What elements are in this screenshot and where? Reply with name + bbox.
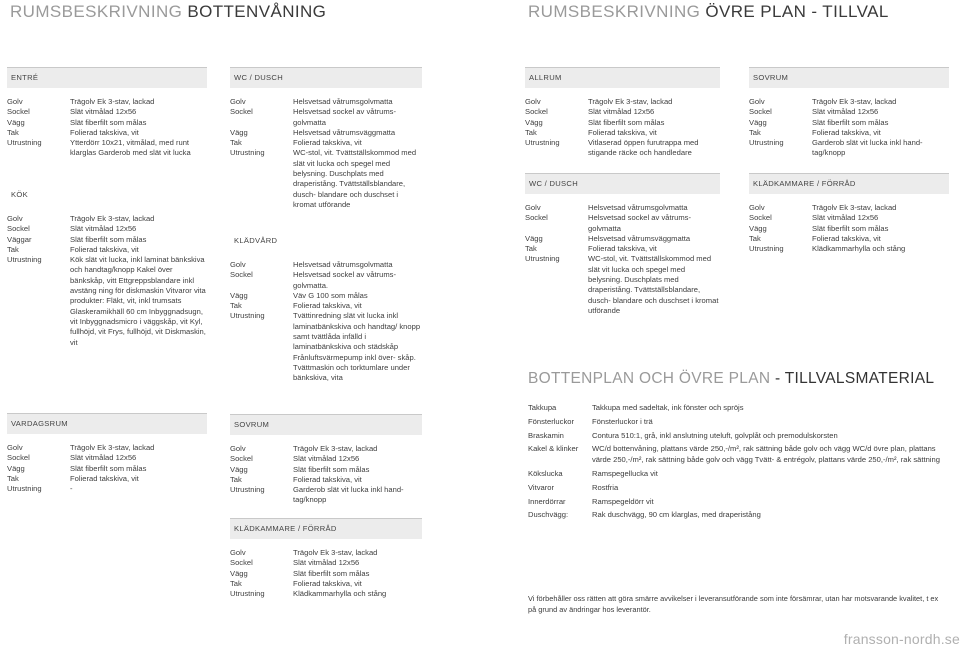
spec-row [525, 213, 720, 234]
spec-value: Slät vitmålad 12x56 [293, 454, 360, 464]
spec-label: Golv [525, 203, 541, 212]
spec-label: Vägg [230, 464, 248, 474]
room-title: KLÄDVÅRD [234, 236, 278, 245]
spec-row [230, 589, 422, 599]
column-upper-right [749, 67, 949, 254]
spec-value: Folierad takskiva, vit [70, 127, 139, 137]
spec-row [230, 291, 422, 301]
spec-row [230, 301, 422, 311]
spec-row [230, 270, 422, 291]
spec-label: Utrustning [7, 484, 42, 494]
spec-value: Slät fiberfilt som målas [812, 117, 889, 127]
spec-row [525, 234, 720, 244]
spec-row [7, 224, 207, 234]
material-value: Ramspegellucka vit [592, 468, 658, 478]
spec-row [230, 128, 422, 138]
spec-value: Trägolv Ek 3-stav, lackad [293, 548, 378, 557]
spec-value: Folierad takskiva, vit [588, 127, 657, 137]
spec-row [230, 485, 422, 506]
spec-row [749, 118, 949, 128]
spec-value: Väv G 100 som målas [293, 290, 368, 300]
room-wc-dusch-upper [525, 173, 720, 316]
spec-label: Utrustning [7, 138, 42, 148]
room-kok [7, 185, 207, 348]
spec-value: Vitlaserad öppen furutrappa med stigande räcke och handledare [588, 138, 699, 158]
spec-value: Folierad takskiva, vit [293, 578, 362, 588]
spec-label: Golv [230, 548, 246, 557]
materials-title-dark: - TILLVALSMATERIAL [770, 370, 935, 387]
spec-label: Utrustning [230, 485, 265, 495]
spec-value: Slät vitmålad 12x56 [812, 107, 879, 117]
spec-label: Golv [230, 444, 246, 453]
spec-value: Slät vitmålad 12x56 [70, 107, 137, 117]
spec-row [525, 138, 720, 159]
spec-value: Helsvetsad våtrumsväggmatta [293, 127, 396, 137]
spec-row [7, 443, 207, 453]
spec-label: Tak [749, 127, 761, 137]
spec-value: Garderob slät vit lucka inkl hand- tag/knopp [812, 138, 923, 158]
material-label: Duschvägg: [528, 510, 569, 520]
spec-row [7, 484, 207, 494]
spec-label: Tak [525, 244, 537, 254]
spec-row [230, 579, 422, 589]
spec-label: Utrustning [230, 148, 265, 158]
spec-label: Vägg [749, 223, 767, 233]
spec-label: Utrustning [7, 255, 42, 265]
materials-list [528, 403, 948, 524]
spec-label: Sockel [7, 224, 30, 234]
spec-row [749, 234, 949, 244]
room-title: WC / DUSCH [525, 173, 720, 194]
room-title: VARDAGSRUM [7, 413, 207, 434]
room-vardagsrum [7, 413, 207, 494]
material-row [528, 497, 948, 508]
column-bottom-right [230, 67, 422, 599]
spec-row [749, 128, 949, 138]
spec-row [230, 465, 422, 475]
spec-label: Golv [230, 260, 246, 269]
spec-row [230, 97, 422, 107]
material-label: Braskamin [528, 430, 564, 440]
spec-value: Helsvetsad våtrumsgolvmatta [588, 203, 688, 212]
spec-row [7, 235, 207, 245]
spec-label: Tak [749, 233, 761, 243]
spec-row [749, 107, 949, 117]
material-label: Innerdörrar [528, 496, 566, 506]
material-row [528, 444, 948, 466]
spec-value: Kök slät vit lucka, inkl laminat bänkskiva och handtag/knopp Kakel över bänkskåp, vitt Ettgreppsblandare inkl avstäng ning för diskmaskin Vitvaror vita produkter: Fläkt, vit, inkl trumsats Glaskeramikhäll 60 cm Inbyggnadsugn, vit Inbyggnadsmicro i väggskåp, vit Kyl, fullhöjd, vit Frys, fullhöjd, vit Diskmaskin, vit [70, 255, 206, 347]
spec-label: Utrustning [230, 589, 265, 599]
spec-row [230, 311, 422, 383]
spec-row [525, 128, 720, 138]
material-value: Takkupa med sadeltak, ink fönster och spröjs [592, 403, 744, 412]
spec-value: Slät fiberfilt som målas [70, 234, 147, 244]
material-value: Fönsterluckor i trä [592, 416, 653, 426]
room-kladkammare-upper [749, 173, 949, 254]
spec-value: Tvättinredning slät vit lucka inkl laminatbänkskiva och handtag/ knopp samt tvättlåda infälld i laminatbänkskiva och städskåp Frånluftsvärmepump inkl över- skåp. Tvättmaskin och torktumlare under bänkskiva, vita [293, 311, 421, 383]
column-upper-left [525, 67, 720, 315]
spec-value: Slät fiberfilt som målas [70, 117, 147, 127]
title-left-light: RUMSBESKRIVNING [10, 2, 183, 21]
room-title: KÖK [11, 190, 28, 199]
spec-label: Utrustning [525, 254, 560, 264]
spec-label: Sockel [230, 558, 253, 568]
spec-label: Sockel [230, 454, 253, 464]
spec-row [7, 474, 207, 484]
spec-value: Slät vitmålad 12x56 [70, 453, 137, 463]
spec-value: Slät fiberfilt som målas [812, 223, 889, 233]
material-value: WC/d bottenvåning, plattans värde 250,-/m², rak sättning både golv och vägg WC/d övre plan, plattans värde 250,-/m², rak sättning både golv och vägg Tvätt- & entrégolv, plattans värde 250,-/m², rak sättning [592, 444, 940, 465]
spec-value: Folierad takskiva, vit [70, 473, 139, 483]
spec-row [749, 244, 949, 254]
spec-value: Folierad takskiva, vit [812, 127, 881, 137]
room-wc-dusch [230, 67, 422, 210]
material-label: Takkupa [528, 403, 557, 412]
spec-label: Utrustning [749, 244, 784, 254]
spec-value: WC-stol, vit. Tvättställskommod med slät vit lucka och spegel med belysning. Duschplats med draperistång. Tvättställsblandare, dusch- blandare och duschset i kromat utförande [588, 254, 719, 315]
spec-row [7, 118, 207, 128]
spec-label: Golv [525, 97, 541, 106]
material-row [528, 510, 948, 521]
spec-label: Väggar [7, 234, 32, 244]
spec-value: Folierad takskiva, vit [293, 474, 362, 484]
spec-value: Folierad takskiva, vit [293, 301, 362, 311]
spec-row [525, 203, 720, 213]
spec-value: Slät fiberfilt som målas [588, 117, 665, 127]
spec-value: Folierad takskiva, vit [812, 233, 881, 243]
spec-value: Garderob slät vit lucka inkl hand- tag/knopp [293, 485, 404, 505]
spec-label: Tak [230, 578, 242, 588]
room-kladvard [230, 231, 422, 384]
spec-label: Sockel [525, 107, 548, 117]
spec-label: Tak [7, 473, 19, 483]
material-row [528, 403, 948, 414]
spec-value: Trägolv Ek 3-stav, lackad [812, 97, 897, 106]
room-title: KLÄDKAMMARE / FÖRRÅD [230, 518, 422, 539]
room-title: WC / DUSCH [230, 67, 422, 88]
spec-row [230, 148, 422, 210]
spec-row [749, 224, 949, 234]
spec-row [749, 203, 949, 213]
material-label: Kökslucka [528, 468, 563, 478]
material-value: Rostfria [592, 482, 619, 492]
spec-label: Golv [7, 214, 23, 223]
spec-row [230, 558, 422, 568]
spec-value: Trägolv Ek 3-stav, lackad [70, 97, 155, 106]
room-title: ALLRUM [525, 67, 720, 88]
spec-label: Vägg [230, 127, 248, 137]
material-row [528, 469, 948, 480]
spec-value: Ytterdörr 10x21, vitmålad, med runt klarglas Garderob med slät vit lucka [70, 138, 191, 158]
spec-row [230, 569, 422, 579]
spec-label: Golv [7, 97, 23, 106]
material-label: Kakel & klinker [528, 444, 579, 454]
spec-label: Sockel [230, 107, 253, 117]
spec-label: Sockel [7, 107, 30, 117]
title-left-dark: BOTTENVÅNING [187, 2, 327, 21]
materials-title-light: BOTTENPLAN OCH ÖVRE PLAN [528, 370, 771, 387]
spec-row [525, 118, 720, 128]
spec-label: Tak [230, 138, 242, 148]
spec-row [525, 97, 720, 107]
page-title-right [528, 2, 889, 22]
footnote: Vi förbehåller oss rätten att göra smärre avvikelser i leveransutförande som inte försämrar, utan har motsvarande kvalitet, t ex på grund av ändringar hos leverantör. [528, 594, 939, 614]
spec-label: Vägg [7, 463, 25, 473]
spec-label: Utrustning [230, 311, 265, 321]
room-kladkammare [230, 518, 422, 599]
spec-row [7, 97, 207, 107]
spec-row [7, 107, 207, 117]
spec-label: Tak [7, 244, 19, 254]
material-label: Fönsterluckor [528, 416, 575, 426]
room-title: ENTRÉ [7, 67, 207, 88]
spec-label: Sockel [749, 213, 772, 223]
spec-row [230, 138, 422, 148]
spec-row [749, 138, 949, 159]
spec-value: Helsvetsad våtrumsgolvmatta [293, 260, 393, 269]
material-value: Rak duschvägg, 90 cm klarglas, med draperistång [592, 510, 761, 520]
spec-value: Klädkammarhylla och stång [812, 244, 906, 254]
spec-value: Helsvetsad våtrumsgolvmatta [293, 97, 393, 106]
spec-label: Tak [7, 127, 19, 137]
spec-row [525, 107, 720, 117]
spec-value: Trägolv Ek 3-stav, lackad [812, 203, 897, 212]
column-bottom-left [7, 67, 207, 494]
material-value: Ramspegeldörr vit [592, 496, 654, 506]
spec-value: Helsvetsad sockel av våtrums- golvmatta [293, 107, 396, 127]
spec-value: Trägolv Ek 3-stav, lackad [70, 443, 155, 452]
spec-row [749, 213, 949, 223]
spec-row [7, 138, 207, 159]
spec-row [230, 107, 422, 128]
spec-label: Vägg [525, 117, 543, 127]
spec-label: Vägg [230, 568, 248, 578]
spec-value: Trägolv Ek 3-stav, lackad [70, 214, 155, 223]
spec-row [7, 255, 207, 348]
spec-row [7, 214, 207, 224]
spec-row [230, 475, 422, 485]
spec-label: Tak [525, 127, 537, 137]
spec-label: Utrustning [749, 138, 784, 148]
spec-value: Slät fiberfilt som målas [293, 464, 370, 474]
spec-value: Folierad takskiva, vit [293, 138, 362, 148]
spec-label: Vägg [7, 117, 25, 127]
spec-row [230, 260, 422, 270]
spec-row [7, 245, 207, 255]
material-label: Vitvaror [528, 482, 555, 492]
spec-value: WC-stol, vit. Tvättställskommod med slät vit lucka och spegel med belysning. Duschplats med draperistång. Tvättställsblandare, dusch- blandare och duschset i kromat utförande [293, 148, 417, 209]
spec-label: Golv [7, 443, 23, 452]
spec-value: Trägolv Ek 3-stav, lackad [588, 97, 673, 106]
spec-row [7, 128, 207, 138]
title-right-light: RUMSBESKRIVNING [528, 2, 701, 21]
spec-row [525, 254, 720, 316]
spec-label: Vägg [749, 117, 767, 127]
spec-label: Utrustning [525, 138, 560, 148]
spec-label: Sockel [749, 107, 772, 117]
spec-row [7, 464, 207, 474]
spec-row [230, 444, 422, 454]
spec-value: Slät vitmålad 12x56 [70, 224, 137, 234]
spec-label: Tak [230, 301, 242, 311]
spec-row [749, 97, 949, 107]
spec-value: Slät vitmålad 12x56 [588, 107, 655, 117]
spec-label: Golv [749, 97, 765, 106]
spec-label: Sockel [525, 213, 548, 223]
spec-label: Sockel [7, 453, 30, 463]
material-row [528, 417, 948, 428]
spec-label: Tak [230, 474, 242, 484]
spec-value: Helsvetsad våtrumsväggmatta [588, 233, 691, 243]
spec-label: Vägg [230, 290, 248, 300]
room-allrum [525, 67, 720, 159]
spec-value: Helsvetsad sockel av våtrums- golvmatta. [293, 270, 396, 290]
materials-title [528, 370, 934, 388]
spec-value: Slät vitmålad 12x56 [293, 558, 360, 568]
spec-row [525, 244, 720, 254]
material-row [528, 431, 948, 442]
material-row [528, 483, 948, 494]
spec-value: Slät fiberfilt som målas [70, 463, 147, 473]
page-title-left [10, 2, 326, 22]
spec-value: Trägolv Ek 3-stav, lackad [293, 444, 378, 453]
spec-label: Sockel [230, 270, 253, 280]
room-title: SOVRUM [749, 67, 949, 88]
spec-value: Slät vitmålad 12x56 [812, 213, 879, 223]
site-url: fransson-nordh.se [843, 631, 960, 647]
spec-value: Helsvetsad sockel av våtrums- golvmatta [588, 213, 691, 233]
room-title: SOVRUM [230, 414, 422, 435]
title-right-dark: ÖVRE PLAN - TILLVAL [705, 2, 889, 21]
spec-value: Folierad takskiva, vit [70, 244, 139, 254]
room-sovrum [230, 414, 422, 506]
spec-value: - [70, 484, 73, 494]
room-title: KLÄDKAMMARE / FÖRRÅD [749, 173, 949, 194]
spec-value: Klädkammarhylla och stång [293, 589, 387, 599]
spec-value: Folierad takskiva, vit [588, 244, 657, 254]
room-sovrum-upper [749, 67, 949, 159]
spec-row [230, 454, 422, 464]
spec-label: Vägg [525, 233, 543, 243]
spec-label: Golv [749, 203, 765, 212]
spec-value: Slät fiberfilt som målas [293, 568, 370, 578]
room-entre [7, 67, 207, 159]
spec-label: Golv [230, 97, 246, 106]
material-value: Contura 510:1, grå, inkl anslutning uteluft, golvplåt och premodulskorsten [592, 430, 838, 440]
spec-row [7, 453, 207, 463]
spec-row [230, 548, 422, 558]
